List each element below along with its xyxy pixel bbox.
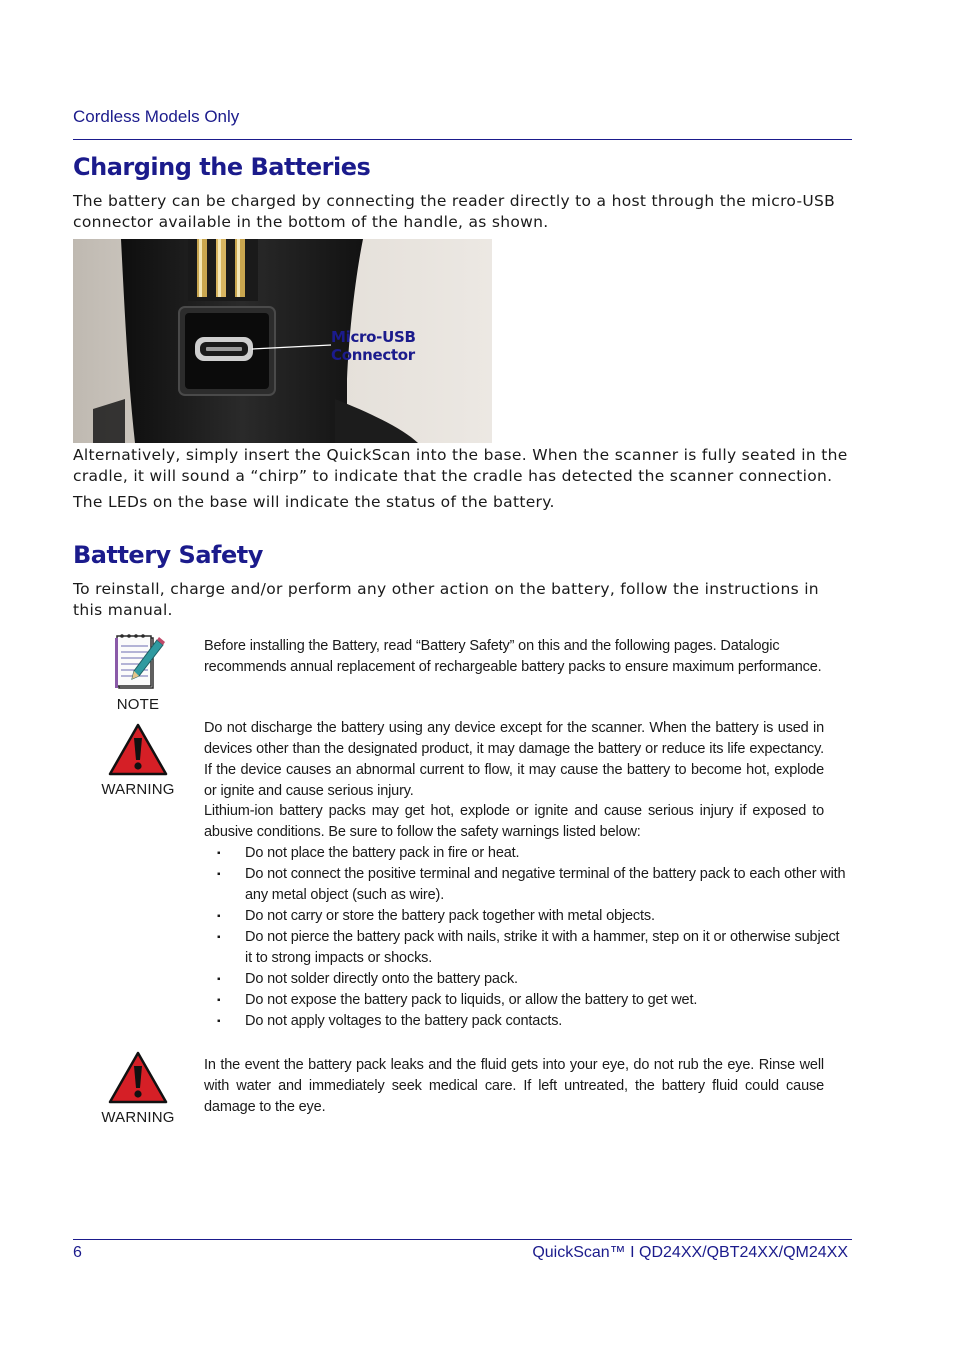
warning-text-1: Do not discharge the battery using any device except for the scanner. When the battery is used in devices other than the designated product, it may damage the battery or reduce its life expectancy. If the device causes an abnormal current to flow, it may cause the battery to become hot, explode or ignite and cause serious injury. bbox=[204, 720, 824, 799]
header-rule bbox=[73, 139, 852, 140]
battery-safety-intro: To reinstall, charge and/or perform any other action on the battery, follow the instructions in this manual. bbox=[73, 580, 819, 619]
page-number: 6 bbox=[73, 1244, 82, 1261]
list-item: ▪ Do not expose the battery pack to liquids, or allow the battery to get wet. bbox=[204, 990, 849, 1011]
product-name: QuickScan™ I QD24XX/QBT24XX/QM24XX bbox=[532, 1244, 848, 1261]
list-item: ▪ Do not solder directly onto the battery pack. bbox=[204, 969, 849, 990]
warning-icon-block-2 bbox=[73, 1051, 203, 1126]
warning-label-1: WARNING bbox=[101, 781, 175, 798]
charging-alternative-paragraph: Alternatively, simply insert the QuickScan into the base. When the scanner is fully seated in the cradle, it will sound a “chirp” to indicate that the cradle has detected the scanner connection. bbox=[73, 446, 848, 485]
micro-usb-label-line2: Connector bbox=[331, 346, 415, 364]
notepad-pencil-icon bbox=[108, 632, 168, 690]
note-label: NOTE bbox=[116, 696, 160, 713]
battery-safety-title: Battery Safety bbox=[73, 541, 263, 569]
charging-leds-paragraph: The LEDs on the base will indicate the status of the battery. bbox=[73, 493, 555, 511]
micro-usb-label-line1: Micro-USB bbox=[331, 328, 416, 346]
list-item: ▪ Do not connect the positive terminal and negative terminal of the battery pack to each other with any metal object (such as wire). bbox=[204, 864, 849, 906]
list-item: ▪ Do not pierce the battery pack with nails, strike it with a hammer, step on it or otherwise subject it to strong impacts or shocks. bbox=[204, 927, 849, 969]
warning-text-2: In the event the battery pack leaks and the fluid gets into your eye, do not rub the eye. Rinse well with water and immediately seek medical care. If left untreated, the battery fluid could cause damage to the eye. bbox=[204, 1057, 824, 1115]
warning-icon-block-1 bbox=[73, 723, 203, 798]
charging-title: Charging the Batteries bbox=[73, 153, 371, 181]
micro-usb-photo bbox=[73, 239, 492, 443]
warning-triangle-icon bbox=[108, 1051, 168, 1105]
note-icon-block bbox=[73, 632, 203, 713]
list-item: ▪ Do not carry or store the battery pack together with metal objects. bbox=[204, 906, 849, 927]
warning-text-1b: Lithium-ion battery packs may get hot, explode or ignite and cause serious injury if exposed to abusive conditions. Be sure to follow the safety warnings listed below: bbox=[204, 803, 824, 840]
warning-label-2: WARNING bbox=[101, 1109, 175, 1126]
micro-usb-illustration bbox=[73, 239, 492, 443]
micro-usb-label bbox=[331, 328, 416, 364]
warning-triangle-icon bbox=[108, 723, 168, 777]
list-item: ▪ Do not apply voltages to the battery pack contacts. bbox=[204, 1011, 849, 1032]
footer-rule bbox=[73, 1239, 852, 1240]
section-label: Cordless Models Only bbox=[73, 107, 240, 126]
battery-safety-list bbox=[204, 843, 849, 1032]
charging-intro: The battery can be charged by connecting the reader directly to a host through the micro-USB connector available in the bottom of the handle, as shown. bbox=[73, 192, 836, 231]
list-item: ▪ Do not place the battery pack in fire or heat. bbox=[204, 843, 849, 864]
note-text: Before installing the Battery, read “Battery Safety” on this and the following pages. Datalogic recommends annual replacement of rechargeable battery packs to ensure maximum performance. bbox=[204, 638, 822, 675]
